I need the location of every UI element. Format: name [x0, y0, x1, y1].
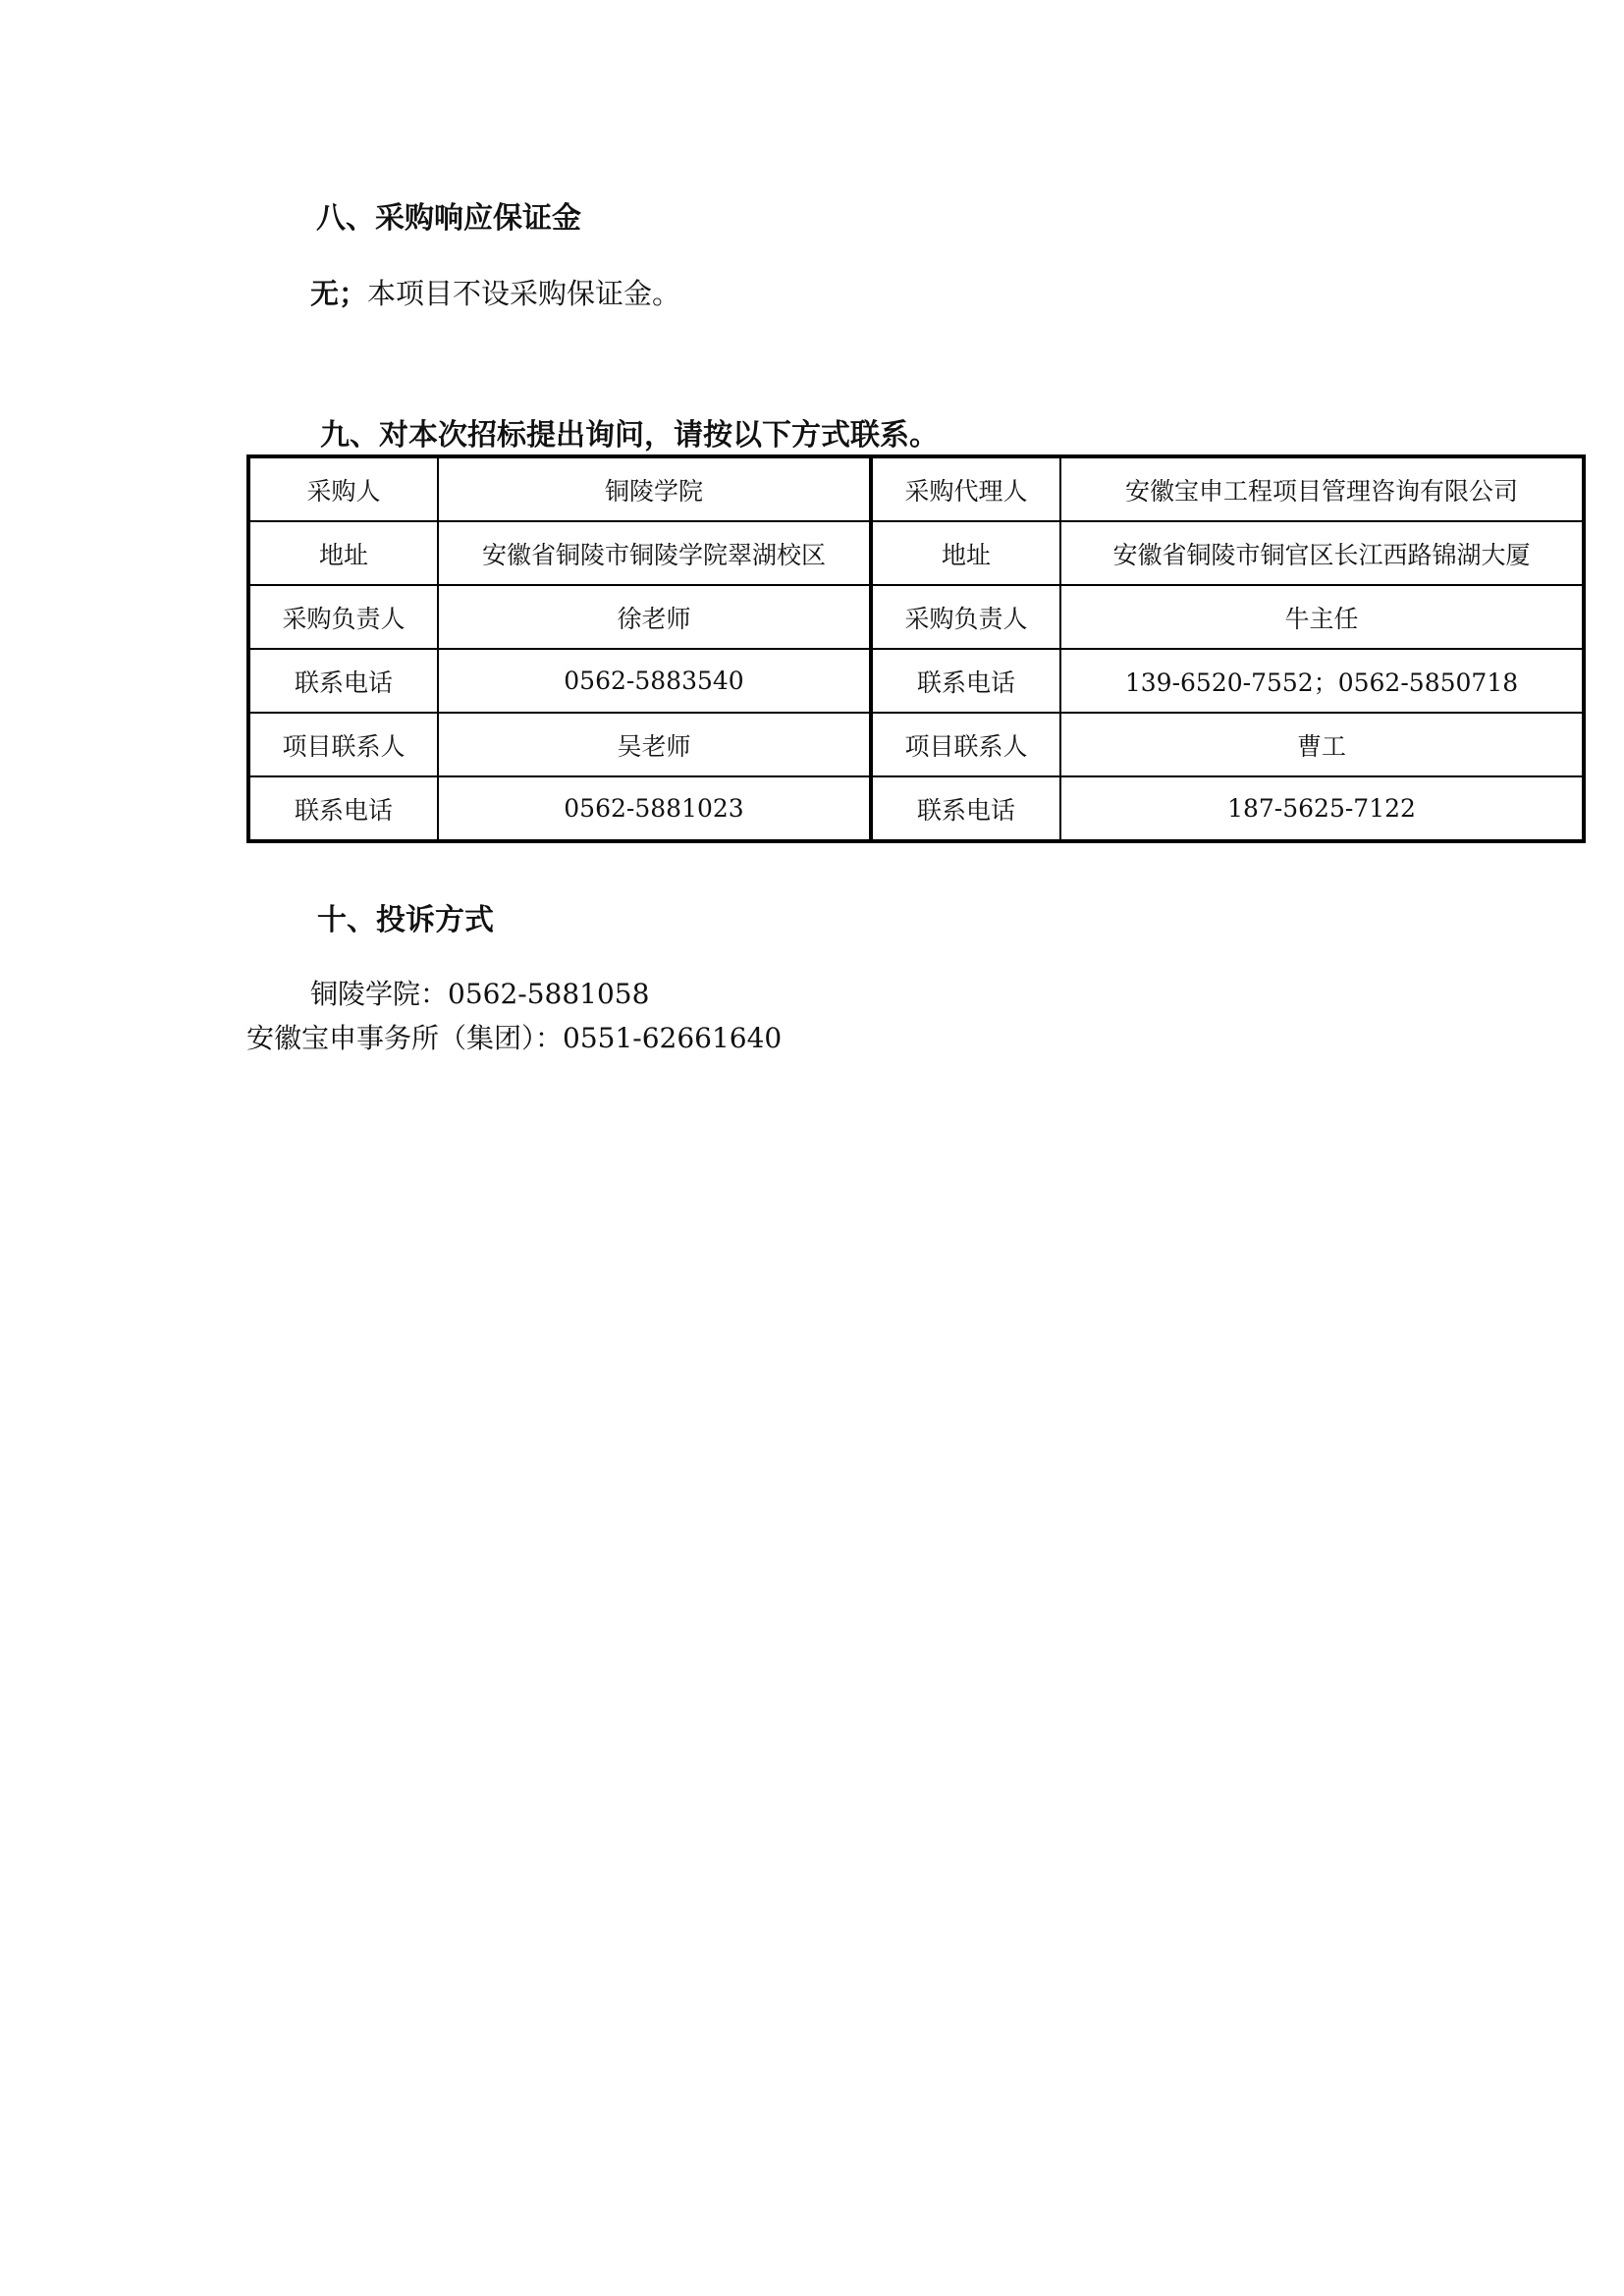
buyer-phone-label: 联系电话	[248, 649, 438, 713]
table-row	[248, 456, 1584, 521]
table-row	[248, 713, 1584, 776]
buyer-project-contact-label: 项目联系人	[248, 713, 438, 776]
buyer-project-contact-value: 吴老师	[438, 713, 871, 776]
table-row	[248, 776, 1584, 841]
agent-label: 采购代理人	[871, 456, 1060, 521]
buyer-address-label: 地址	[248, 521, 438, 585]
buyer-manager-label: 采购负责人	[248, 585, 438, 649]
complaint-agency-label: 安徽宝申事务所（集团）：	[246, 1022, 564, 1054]
agent-address-value: 安徽省铜陵市铜官区长江西路锦湖大厦	[1060, 521, 1584, 585]
agent-address-label: 地址	[871, 521, 1060, 585]
agent-phone-value: 139-6520-7552；0562-5850718	[1060, 649, 1584, 713]
complaint-line-college	[310, 975, 649, 1014]
complaint-line-agency	[246, 1019, 782, 1058]
contact-table	[246, 454, 1586, 843]
buyer-label: 采购人	[248, 456, 438, 521]
section-8-heading: 八、采购响应保证金	[316, 201, 581, 236]
agent-phone-label: 联系电话	[871, 649, 1060, 713]
section-9-heading: 九、对本次招标提出询问，请按以下方式联系。	[320, 418, 939, 453]
deposit-statement	[310, 274, 680, 313]
buyer-project-phone-label: 联系电话	[248, 776, 438, 841]
complaint-college-phone: 0562-5881058	[448, 978, 650, 1010]
complaint-agency-phone: 0551-62661640	[563, 1022, 783, 1054]
table-row	[248, 649, 1584, 713]
agent-project-contact-label: 项目联系人	[871, 713, 1060, 776]
agent-manager-value: 牛主任	[1060, 585, 1584, 649]
table-row	[248, 521, 1584, 585]
buyer-project-phone-value: 0562-5881023	[438, 776, 871, 841]
agent-project-phone-label: 联系电话	[871, 776, 1060, 841]
agent-value: 安徽宝申工程项目管理咨询有限公司	[1060, 456, 1584, 521]
buyer-manager-value: 徐老师	[438, 585, 871, 649]
buyer-address-value: 安徽省铜陵市铜陵学院翠湖校区	[438, 521, 871, 585]
buyer-phone-value: 0562-5883540	[438, 649, 871, 713]
deposit-none-label: 无；	[310, 277, 368, 310]
deposit-statement-text: 本项目不设采购保证金。	[367, 277, 681, 310]
table-row	[248, 585, 1584, 649]
complaint-college-label: 铜陵学院：	[310, 978, 449, 1010]
buyer-value: 铜陵学院	[438, 456, 871, 521]
agent-manager-label: 采购负责人	[871, 585, 1060, 649]
section-10-heading: 十、投诉方式	[317, 903, 494, 937]
agent-project-phone-value: 187-5625-7122	[1060, 776, 1584, 841]
agent-project-contact-value: 曹工	[1060, 713, 1584, 776]
